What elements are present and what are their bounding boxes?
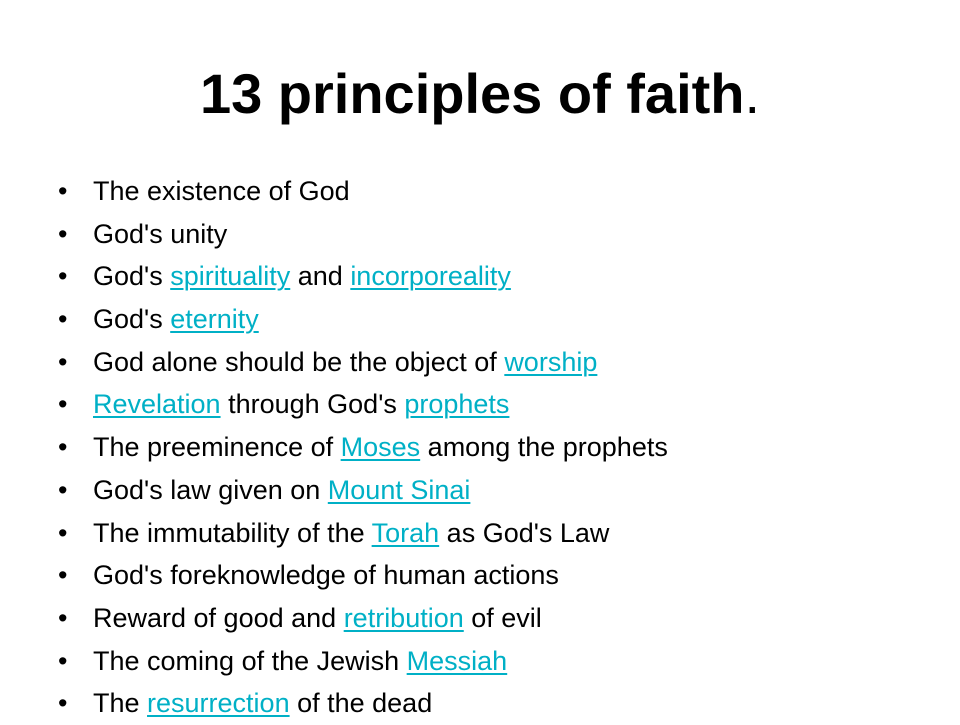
list-item — [58, 682, 938, 725]
term-link[interactable]: Revelation — [93, 389, 221, 420]
list-item — [58, 512, 938, 555]
list-item — [58, 597, 938, 640]
bullet-icon: • — [58, 432, 68, 463]
item-text: among the prophets — [420, 432, 668, 463]
bullet-icon: • — [58, 474, 68, 505]
item-text: God's — [93, 304, 171, 335]
term-link[interactable]: eternity — [170, 304, 259, 335]
item-text: The existence of God — [93, 176, 350, 206]
term-link[interactable]: Mount Sinai — [327, 474, 471, 505]
item-text: God's law given on — [93, 474, 328, 505]
item-text: of evil — [463, 602, 542, 633]
principles-list — [58, 170, 938, 725]
item-text: God's — [93, 261, 171, 292]
item-text: God's foreknowledge of human actions — [93, 560, 559, 591]
list-item — [58, 426, 938, 469]
term-link[interactable]: worship — [504, 346, 598, 377]
term-link[interactable]: spirituality — [170, 261, 291, 292]
list-item — [58, 554, 938, 597]
slide-title-text: 13 principles of faith — [199, 62, 745, 125]
bullet-icon: • — [58, 304, 68, 335]
bullet-icon: • — [58, 517, 68, 548]
item-text: and — [290, 261, 351, 292]
item-text: through God's — [220, 389, 405, 420]
item-text: The — [93, 688, 148, 719]
term-link[interactable]: Messiah — [406, 645, 508, 676]
term-link[interactable]: resurrection — [147, 688, 290, 719]
list-item — [58, 469, 938, 512]
item-text: God's unity — [93, 218, 228, 249]
list-item — [58, 383, 938, 426]
bullet-icon: • — [58, 176, 68, 206]
term-link[interactable]: prophets — [404, 389, 510, 420]
list-item — [58, 298, 938, 341]
item-text: The coming of the Jewish — [93, 645, 407, 676]
bullet-icon: • — [58, 389, 68, 420]
item-text: God alone should be the object of — [93, 346, 505, 377]
bullet-icon: • — [58, 645, 68, 676]
term-link[interactable]: retribution — [343, 602, 464, 633]
item-text: Reward of good and — [93, 602, 344, 633]
list-item — [58, 255, 938, 298]
slide-title — [0, 58, 960, 130]
term-link[interactable]: Moses — [340, 432, 421, 463]
bullet-icon: • — [58, 688, 68, 719]
bullet-icon: • — [58, 218, 68, 249]
item-text: as God's Law — [439, 517, 610, 548]
item-text: The immutability of the — [93, 517, 372, 548]
list-item — [58, 170, 938, 213]
item-text: of the dead — [289, 688, 433, 719]
term-link[interactable]: incorporeality — [350, 261, 511, 292]
term-link[interactable]: Torah — [371, 517, 440, 548]
bullet-icon: • — [58, 346, 68, 377]
bullet-icon: • — [58, 261, 68, 292]
bullet-icon: • — [58, 602, 68, 633]
slide-title-period: . — [744, 62, 761, 125]
bullet-icon: • — [58, 560, 68, 591]
list-item — [58, 213, 938, 256]
item-text: The preeminence of — [93, 432, 341, 463]
list-item — [58, 341, 938, 384]
list-item — [58, 640, 938, 683]
